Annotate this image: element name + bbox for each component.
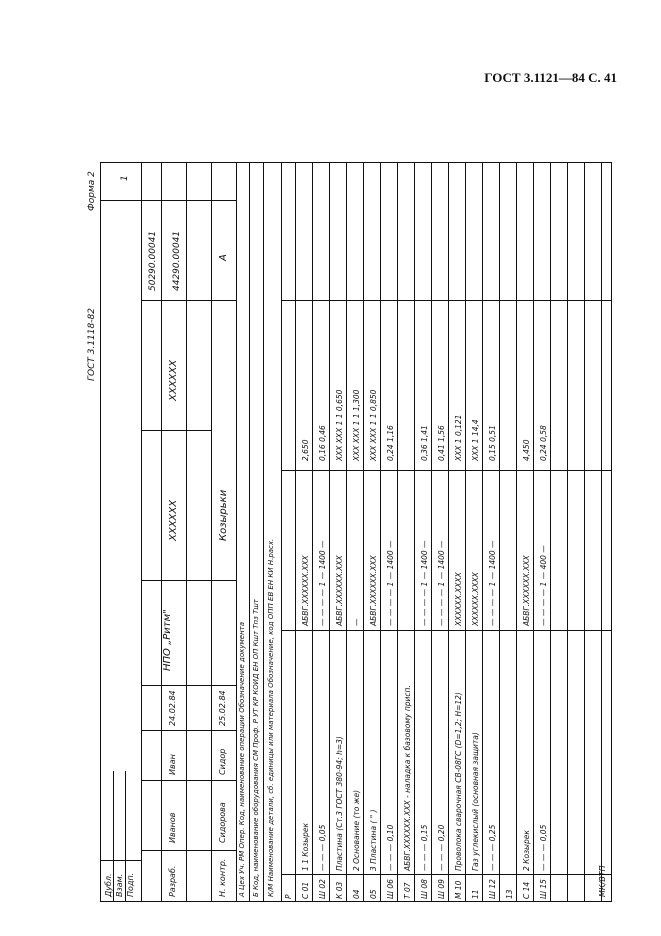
table-row: 04 2 Основание (то же) — XXX XXX 1 1 1,300 (349, 163, 364, 901)
table-row: 11 Газ углекислый (основная защита) XXXXXX.XXXX XXX 1 14,4 (468, 163, 483, 901)
doc-code-2: XXXXXX (168, 359, 179, 401)
route-card-form (87, 162, 612, 902)
table-row: Р (281, 163, 296, 901)
developer-date: 24.02.84 (168, 690, 177, 726)
table-row: М 10 Проволока сварочная СВ-08ГС (D=1,2; Н=12) XXXXXX.XXXX XXX 1 0,121 (451, 163, 466, 901)
operations-table (281, 163, 611, 901)
side-label-vzam: Взам. (115, 873, 124, 897)
table-row: Ш 02 — — — 0,05 — — — — 1 — 1400 — 0,16 0,46 (315, 163, 330, 901)
table-row: Ш 08 — — — 0,15 — — — — 1 — 1400 — 0,36 1,41 (417, 163, 432, 901)
product-name: Козырьки (218, 489, 229, 541)
header-row-km: К/М Наименование детали, сб. единицы или материала Обозначение, код ОПП ЕВ ЕН КИ Н.расх. (267, 538, 275, 897)
document-letter: А (218, 254, 229, 261)
developer-name: Иванов (168, 812, 177, 843)
developer-sign: Иван (168, 754, 177, 775)
table-row: Ш 09 — — — 0,20 — — — — 1 — 1400 — 0,41 1,56 (434, 163, 449, 901)
table-row (553, 163, 568, 901)
table-row: К 03 Пластина (Ст.3 ГОСТ 380-94; h=3) АБВГ.XXXXXX.XXX XXX XXX 1 1 0,650 (332, 163, 347, 901)
sheet-number: 1 (120, 175, 130, 181)
page-header: ГОСТ 3.1121—84 С. 41 (484, 70, 617, 85)
form-footer: МК/ВТП (598, 865, 607, 897)
table-row: С 01 1 1 Козырек АБВГ.XXXXXX.XXX 2,650 (298, 163, 313, 901)
role-norm-control: Н. контр. (218, 858, 227, 897)
side-label-podp: Подп. (126, 872, 135, 897)
table-row: 05 3 Пластина ( " ) АБВГ.XXXXXX.XXX XXX XXX 1 1 0,850 (366, 163, 381, 901)
table-row: 13 (502, 163, 517, 901)
table-row: Ш 06 — — — 0,10 — — — — 1 — 1400 — 0,24 1,16 (383, 163, 398, 901)
table-row (587, 163, 602, 901)
norm-control-date: 25.02.84 (218, 690, 227, 726)
table-row: Ш 12 — — — 0,25 — — — — 1 — 1400 — 0,15 0,51 (485, 163, 500, 901)
norm-control-sign: Сидор (218, 748, 227, 775)
role-developer: Разраб. (168, 865, 177, 897)
form-name: Форма 2 (87, 171, 97, 211)
norm-control-name: Сидорова (218, 802, 227, 843)
table-row: С 14 2 Козырек АБВГ.XXXXXX.XXX 4,450 (519, 163, 534, 901)
header-row-a: А Цех Уч. РМ Опер. Код, наименование операции Обозначение документа (238, 621, 246, 897)
doc-number-2: 44290.00041 (172, 230, 182, 291)
table-row (570, 163, 585, 901)
doc-code: XXXXXX (168, 499, 179, 541)
form-standard: ГОСТ 3.1118-82 (87, 308, 97, 381)
header-row-b: Б Код, наименование оборудования СМ Проф. Р УТ КР КОИД ЕН ОП Кшт Тпз Тшт (252, 599, 260, 897)
organization: НПО „Ритм" (162, 609, 173, 671)
side-label-dubl: Дубл. (104, 873, 113, 897)
doc-number: 50290.00041 (148, 230, 158, 291)
table-row: Т 07 АБВГ.XXXXXX.XXX - наладка к базовому присп. (400, 163, 415, 901)
table-row: Ш 15 — — — 0,05 — — — — 1 — 400 — 0,24 0,58 (536, 163, 551, 901)
